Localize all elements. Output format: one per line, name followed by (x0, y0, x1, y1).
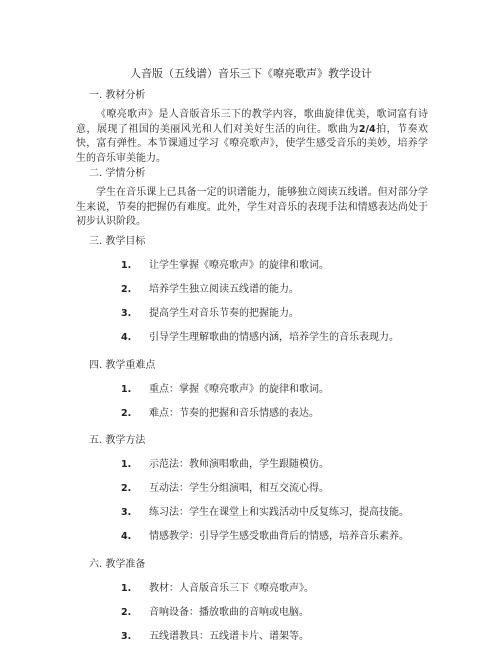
list-item-number: 4. (121, 531, 132, 542)
list-item-number: 3. (121, 308, 132, 319)
list-item-text: 引导学生理解歌曲的情感内涵，培养学生的音乐表现力。 (149, 332, 399, 343)
list-item-text: 练习法：学生在课堂上和实践活动中反复练习，提高技能。 (149, 507, 409, 518)
list-item (0, 630, 502, 654)
list-item-number: 1. (121, 459, 132, 470)
teaching-methods-list (0, 458, 502, 554)
list-item-number: 3. (121, 507, 132, 518)
document-title: 人音版（五线谱）音乐三下《嘹亮歌声》教学设计 (130, 67, 372, 80)
list-item-number: 2. (121, 408, 132, 419)
teaching-preparation-list (0, 582, 502, 654)
list-item-number: 2. (121, 483, 132, 494)
list-item-number: 2. (121, 607, 132, 618)
list-item (0, 530, 502, 554)
section-heading-teaching-methods: 五. 教学方法 (89, 435, 146, 446)
list-item (0, 482, 502, 506)
list-item-text: 难点：节奏的把握和音乐情感的表达。 (149, 408, 319, 419)
list-item-text: 提高学生对音乐节奏的把握能力。 (149, 308, 299, 319)
list-item-number: 1. (121, 583, 132, 594)
list-item (0, 283, 502, 307)
textbook-analysis-text-before: 《嘹亮歌声》是人音版音乐三下的教学内容，歌曲旋律优美，歌词富有诗意，展现了祖国的美丽风光和人们对美好生活的向往。歌曲为 (76, 109, 428, 135)
list-item (0, 383, 502, 407)
list-item-text: 培养学生独立阅读五线谱的能力。 (149, 284, 299, 295)
list-item (0, 506, 502, 530)
list-item-number: 3. (121, 631, 132, 642)
section-heading-teaching-goals: 三. 教学目标 (89, 236, 146, 247)
teaching-goals-list (0, 259, 502, 355)
list-item (0, 606, 502, 630)
list-item-text: 音响设备：播放歌曲的音响或电脑。 (149, 607, 309, 618)
list-item (0, 331, 502, 355)
list-item-text: 五线谱教具：五线谱卡片、谱架等。 (149, 631, 309, 642)
list-item-number: 4. (121, 332, 132, 343)
list-item-text: 教材：人音版音乐三下《嘹亮歌声》。 (149, 583, 314, 594)
section-heading-teaching-preparation: 六. 教学准备 (89, 559, 146, 570)
list-item-text: 重点：掌握《嘹亮歌声》的旋律和歌词。 (149, 384, 329, 395)
meter-value: 2/4 (358, 123, 376, 135)
key-points-list (0, 383, 502, 431)
textbook-analysis-text-after: 拍，节奏欢快，富有弹性。本节课通过学习《嘹亮歌声》，使学生感受音乐的美妙，培养学生的音乐审美能力。 (76, 123, 429, 164)
list-item-text: 互动法：学生分组演唱，相互交流心得。 (149, 483, 329, 494)
list-item-text: 让学生掌握《嘹亮歌声》的旋律和歌词。 (149, 260, 329, 271)
list-item-number: 1. (121, 260, 132, 271)
list-item-text: 情感教学：引导学生感受歌曲背后的情感，培养音乐素养。 (149, 531, 409, 542)
list-item-number: 2. (121, 284, 132, 295)
list-item-text: 示范法：教师演唱歌曲，学生跟随模仿。 (149, 459, 329, 470)
list-item-number: 1. (121, 384, 132, 395)
list-item (0, 582, 502, 606)
student-analysis-paragraph: 学生在音乐课上已具备一定的识谱能力，能够独立阅读五线谱。但对部分学生来说，节奏的把握仍有难度。此外，学生对音乐的表现手法和情感表达尚处于初步认识阶段。 (76, 187, 428, 227)
section-heading-student-analysis: 二. 学情分析 (89, 168, 146, 179)
section-heading-key-points: 四. 教学重难点 (89, 360, 156, 371)
section-heading-textbook-analysis: 一. 教材分析 (89, 90, 146, 101)
list-item (0, 307, 502, 331)
list-item (0, 259, 502, 283)
list-item (0, 407, 502, 431)
textbook-analysis-paragraph (76, 108, 428, 166)
list-item (0, 458, 502, 482)
